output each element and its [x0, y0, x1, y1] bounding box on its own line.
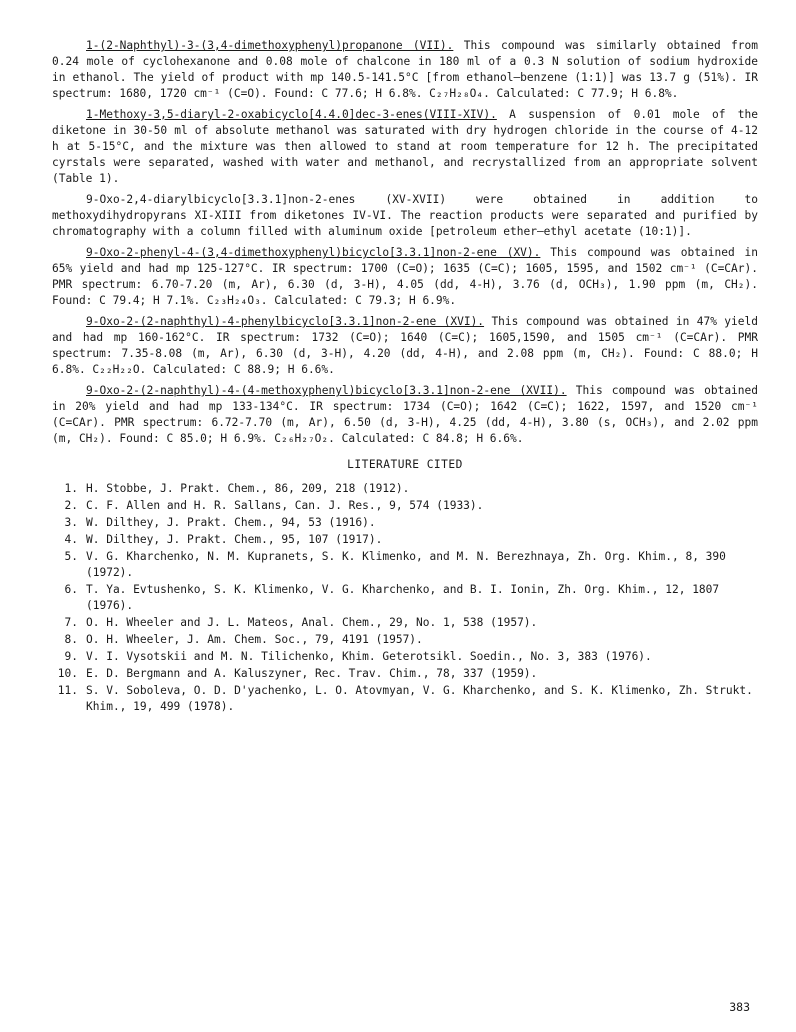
reference-text: W. Dilthey, J. Prakt. Chem., 94, 53 (1916).	[86, 516, 376, 529]
reference-number: 3.	[64, 516, 78, 529]
body-compound-xvi: This compound was obtained in 47% yield and had mp 160-162°C. IR spectrum: 1732 (C=O); 1640 (C=C); 1605,1590, and 1505 cm⁻¹ (C=CAr). PMR spectrum: 7.35-8.08 (m, Ar), 6.30 (d, 3-H), 4.20 (dd, 4-H), and 2.08 ppm (m, CH₂). Found: C 88.0; H 6.8%. C₂₂H₂₂O. Calculated: C 88.9; H 6.6%.	[52, 315, 758, 376]
reference-text: H. Stobbe, J. Prakt. Chem., 86, 209, 218 (1912).	[86, 482, 410, 495]
reference-item	[52, 683, 758, 715]
reference-item	[52, 532, 758, 548]
heading-compounds-viii-xiv: 1-Methoxy-3,5-diaryl-2-oxabicyclo[4.4.0]dec-3-enes(VIII-XIV).	[86, 108, 497, 121]
reference-item	[52, 498, 758, 514]
reference-number: 7.	[64, 616, 78, 629]
body-compounds-xv-xvii: 9-Oxo-2,4-diarylbicyclo[3.3.1]non-2-enes (XV-XVII) were obtained in addition to methoxydihydropyrans XI-XIII from diketones IV-VI. The reaction products were separated and purified by chromatography with a column filled with aluminum oxide [petroleum ether–ethyl acetate (10:1)].	[52, 193, 758, 238]
heading-compound-xvii: 9-Oxo-2-(2-naphthyl)-4-(4-methoxyphenyl)bicyclo[3.3.1]non-2-ene (XVII).	[86, 384, 567, 397]
heading-compound-xvi: 9-Oxo-2-(2-naphthyl)-4-phenylbicyclo[3.3.1]non-2-ene (XVI).	[86, 315, 485, 328]
paragraph-compound-xvii	[52, 383, 758, 447]
reference-text: T. Ya. Evtushenko, S. K. Klimenko, V. G. Kharchenko, and B. I. Ionin, Zh. Org. Khim., 12, 1807 (1976).	[86, 583, 720, 612]
reference-number: 4.	[64, 533, 78, 546]
reference-number: 5.	[64, 550, 78, 563]
reference-text: O. H. Wheeler, J. Am. Chem. Soc., 79, 4191 (1957).	[86, 633, 423, 646]
reference-text: S. V. Soboleva, O. D. D'yachenko, L. O. Atovmyan, V. G. Kharchenko, and S. K. Klimenko, Zh. Strukt. Khim., 19, 499 (1978).	[86, 684, 753, 713]
page-number: 383	[729, 1000, 750, 1014]
reference-number: 8.	[64, 633, 78, 646]
reference-number: 1.	[64, 482, 78, 495]
reference-text: O. H. Wheeler and J. L. Mateos, Anal. Chem., 29, No. 1, 538 (1957).	[86, 616, 538, 629]
paragraph-compound-vii	[52, 38, 758, 102]
literature-cited-title: LITERATURE CITED	[347, 458, 463, 471]
heading-compound-xv: 9-Oxo-2-phenyl-4-(3,4-dimethoxyphenyl)bicyclo[3.3.1]non-2-ene (XV).	[86, 246, 541, 259]
reference-number: 9.	[64, 650, 78, 663]
reference-text: W. Dilthey, J. Prakt. Chem., 95, 107 (1917).	[86, 533, 383, 546]
reference-list	[52, 481, 758, 715]
body-compound-vii: This compound was similarly obtained from 0.24 mole of cyclohexanone and 0.08 mole of chalcone in 180 ml of a 0.3 N solution of sodium hydroxide in ethanol. The yield of product with mp 140.5-141.5°C [from ethanol–benzene (1:1)] was 13.7 g (51%). IR spectrum: 1680, 1720 cm⁻¹ (C=O). Found: C 77.6; H 6.8%. C₂₇H₂₈O₄. Calculated: C 77.9; H 6.8%.	[52, 39, 758, 100]
body-compound-xvii: This compound was obtained in 20% yield and had mp 133-134°C. IR spectrum: 1734 (C=O); 1642 (C=C); 1622, 1597, and 1520 cm⁻¹ (C=CAr). PMR spectrum: 6.72-7.70 (m, Ar), 6.50 (d, 3-H), 4.25 (dd, 4-H), 3.80 (s, OCH₃), and 2.02 ppm (m, CH₂). Found: C 85.0; H 6.9%. C₂₆H₂₇O₂. Calculated: C 84.8; H 6.6%.	[52, 384, 758, 445]
reference-text: E. D. Bergmann and A. Kaluszyner, Rec. Trav. Chim., 78, 337 (1959).	[86, 667, 538, 680]
reference-number: 6.	[64, 583, 78, 596]
reference-item	[52, 649, 758, 665]
reference-item	[52, 632, 758, 648]
paragraph-compounds-viii-xiv	[52, 107, 758, 187]
body-compound-xv: This compound was obtained in 65% yield and had mp 125-127°C. IR spectrum: 1700 (C=O); 1635 (C=C); 1605, 1595, and 1502 cm⁻¹ (C=CAr). PMR spectrum: 6.70-7.20 (m, Ar), 6.30 (d, 3-H), 4.05 (dd, 4-H), 3.76 (d, OCH₃), 1.90 ppm (m, CH₂). Found: C 79.4; H 7.1%. C₂₃H₂₄O₃. Calculated: C 79.3; H 6.9%.	[52, 246, 758, 307]
reference-number: 11.	[57, 684, 78, 697]
paragraph-compound-xvi	[52, 314, 758, 378]
reference-item	[52, 666, 758, 682]
reference-item	[52, 549, 758, 581]
reference-text: C. F. Allen and H. R. Sallans, Can. J. Res., 9, 574 (1933).	[86, 499, 484, 512]
reference-number: 2.	[64, 499, 78, 512]
document-page	[52, 38, 758, 716]
reference-item	[52, 481, 758, 497]
reference-item	[52, 515, 758, 531]
paragraph-compound-xv	[52, 245, 758, 309]
reference-text: V. I. Vysotskii and M. N. Tilichenko, Khim. Geterotsikl. Soedin., No. 3, 383 (1976).	[86, 650, 652, 663]
body-compounds-viii-xiv: A suspension of 0.01 mole of the diketone in 30-50 ml of absolute methanol was saturated with dry hydrogen chloride in the course of 4-12 h at 5-15°C, and the mixture was then allowed to stand at room temperature for 12 h. The precipitated cyrstals were separated, washed with water and methanol, and recrystallized from an appropriate solvent (Table 1).	[52, 108, 758, 185]
paragraph-compounds-xv-xvii	[52, 192, 758, 240]
reference-item	[52, 615, 758, 631]
reference-item	[52, 582, 758, 614]
heading-compound-vii: 1-(2-Naphthyl)-3-(3,4-dimethoxyphenyl)propanone (VII).	[86, 39, 454, 52]
reference-number: 10.	[57, 667, 78, 680]
reference-text: V. G. Kharchenko, N. M. Kupranets, S. K. Klimenko, and M. N. Berezhnaya, Zh. Org. Khim., 8, 390 (1972).	[86, 550, 726, 579]
